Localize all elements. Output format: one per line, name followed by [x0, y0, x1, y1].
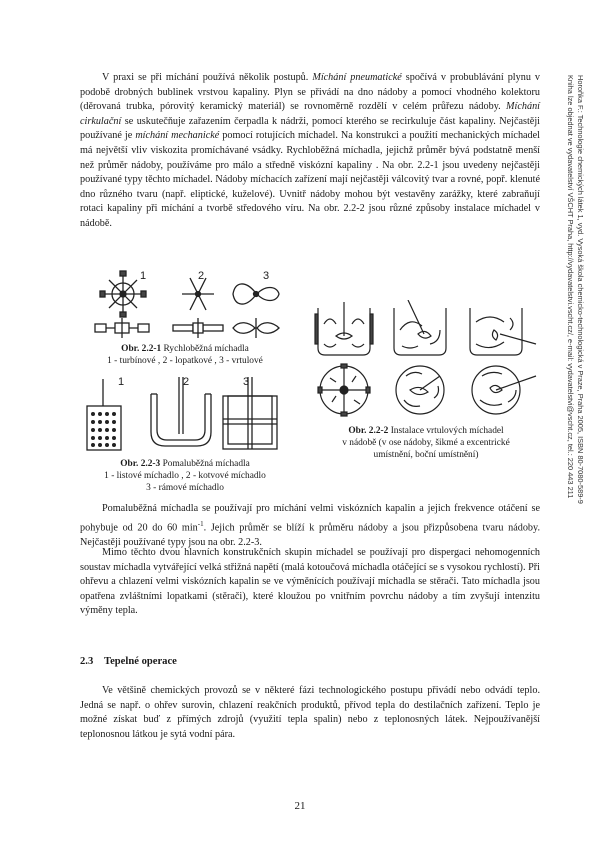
caption-number: Obr. 2.2-1 — [121, 344, 162, 354]
caption-fig-2-2-3 — [70, 458, 300, 494]
caption-detail: umístnění, boční umístnění) — [373, 450, 479, 460]
term-circulation: Míchání cirkulační — [80, 101, 540, 127]
text-run: Pomaluběžná míchadla se používají pro míchání velmi viskózních kapalin a jejich frekvence otáčení se pohybuje od 20 do 60 min — [80, 503, 540, 533]
text-run: pomocí rotujících míchadel. Na konstrukci a použití mechanických míchadel má největší vliv viskozita promíchávané vsádky. Rychloběžná míchadla, jejichž průměr bývá podstatně menší než průměr nádoby, používáme pro málo a středně viskózní kapaliny . Na obr. 2.2-1 jsou uvedeny nejčastěji používané typy těchto míchadel. Nádoby míchacích zařízení mají nejčastěji válcovitý tvar a rovné, popř. klenuté dno různého tvaru (např. eliptické, kuželové). Uvnitř nádoby mohou být vestavěny zarážky, které zabraňují rotaci kapaliny při míchání a tvorbě středového víru. Na obr. 2.2-2 jsou různé způsoby instalace míchadel v nádobě. — [80, 130, 541, 229]
caption-detail: 1 - listové míchadlo , 2 - kotvové míchadlo — [104, 471, 266, 481]
paragraph-slow-stirrers — [80, 502, 540, 550]
turbine-side-view — [95, 318, 149, 338]
frame-stirrer — [223, 377, 277, 449]
figure-slow-stirrers — [85, 374, 290, 454]
paddle-top-view — [182, 278, 214, 310]
text-run: spočívá v probublávání plynu v podobě drobných bublinek vrstvou kapaliny. Plyn se přivádí na dno nádoby a pomocí vhodného kolektoru (děrovaná trubka, pórovitý keramický materiál) se rovnoměrně rozdělí v celém průřezu nádoby. — [80, 72, 541, 113]
section-heading — [80, 656, 177, 667]
side-citation — [545, 75, 585, 635]
caption-number: Obr. 2.2-2 — [348, 426, 389, 436]
text-run: se uskutečňuje zařazením čerpadla k nádrži, pomocí kterého se recirkuluje část kapaliny. Nejčastěji používané je — [80, 115, 540, 142]
section-number: 2.3 — [80, 656, 94, 667]
text-run: V praxi se při míchání používá několik postupů. — [102, 72, 313, 83]
caption-number: Obr. 2.2-3 — [120, 459, 161, 469]
text-run: Ve většině chemických provozů se v některé fázi technologického postupu přivádí nebo odvádí teplo. Jedná se např. o ohřev surovin, chlazení reakčních produktů, přívod tepla do destilačních zařízení. Teplo je možné získat buď z přímých zdrojů (využití tepla spalin) nebo z teplonosných látek. Nejpoužívanější teplonosnou látkou je sytá vodní pára. — [80, 685, 540, 740]
term-mechanical: míchání mechanické — [135, 130, 220, 142]
fig1-label-1: 1 — [140, 270, 147, 282]
vessel-inclined — [394, 300, 446, 355]
vessel-axial — [315, 302, 373, 355]
vessel-side-entry-top-view — [472, 366, 536, 414]
caption-detail: 1 - turbínové , 2 - lopatkové , 3 - vrtulové — [107, 356, 263, 366]
figure-fast-stirrers — [85, 268, 285, 340]
propeller-top-view — [233, 284, 279, 304]
citation-line-1: Horoňka F.: Technologie chemických látek 1, vyd. Vysoká škola chemicko-technologická v Praze, Praha 2005, ISBN 80-7080-589-9 — [576, 75, 585, 504]
caption-fig-2-2-2 — [310, 425, 542, 461]
vessel-side-entry — [470, 308, 536, 355]
figure-installation — [310, 300, 540, 418]
paddle-side-view — [173, 318, 223, 338]
caption-detail: v nádobě (v ose nádoby, šikmé a excentrické — [342, 438, 510, 448]
vessel-axial-top-view — [318, 364, 370, 416]
citation-line-2: Kniha lze objednat ve vydavatelství VŠCHT Praha, http://vydavatelstvi.vscht.cz/, e-mail: vydavatelstvi@vscht.cz, tel.: 220 443 211 — [566, 75, 575, 499]
caption-detail: 3 - rámové míchadlo — [146, 483, 224, 493]
caption-fig-2-2-1 — [70, 343, 300, 367]
vessel-inclined-top-view — [396, 366, 444, 414]
caption-title: Rychloběžná míchadla — [163, 344, 249, 354]
caption-title: Pomaluběžná míchadla — [162, 459, 250, 469]
unit-exponent: -1 — [197, 519, 204, 528]
fig3-label-1: 1 — [118, 376, 125, 388]
fig1-label-2: 2 — [198, 270, 205, 282]
propeller-side-view — [233, 318, 279, 338]
page-number: 21 — [294, 800, 306, 812]
anchor-stirrer — [151, 377, 211, 446]
paragraph-heat-operations — [80, 684, 540, 742]
paragraph-other-stirrers — [80, 546, 540, 619]
text-run: . Jejich průměr se blíží k průměru nádoby a jsou přizpůsobena tvaru nádoby. Nejčastěji používané typy jsou na obr. 2.2-3. — [80, 521, 540, 548]
section-title-text: Tepelné operace — [104, 656, 177, 667]
text-run: Mimo těchto dvou hlavních konstrukčních skupin míchadel se používají pro dispergaci nehomogenních soustav míchadla vytvářející velká střižná napětí (malá kotoučová míchadla otáčející se s vysokou rychlostí). Při ohřevu a chlazení velmi viskózních kapalin se ve výměnících používají míchadla se stěrači. Tato míchadla jsou opatřena zvláštními lopatkami (stěrači), které kloužou po vnitřním povrchu nádoby a tím zvyšují intenzitu výměny tepla. — [80, 547, 540, 617]
caption-title: Instalace vrtulových míchadel — [390, 426, 504, 436]
fig3-label-3: 3 — [243, 376, 250, 388]
paragraph-intro — [80, 71, 540, 232]
fig3-label-2: 2 — [183, 376, 190, 388]
term-pneumatic: Míchání pneumatické — [312, 72, 402, 83]
fig1-label-3: 3 — [263, 270, 270, 282]
leaf-stirrer — [87, 379, 121, 450]
